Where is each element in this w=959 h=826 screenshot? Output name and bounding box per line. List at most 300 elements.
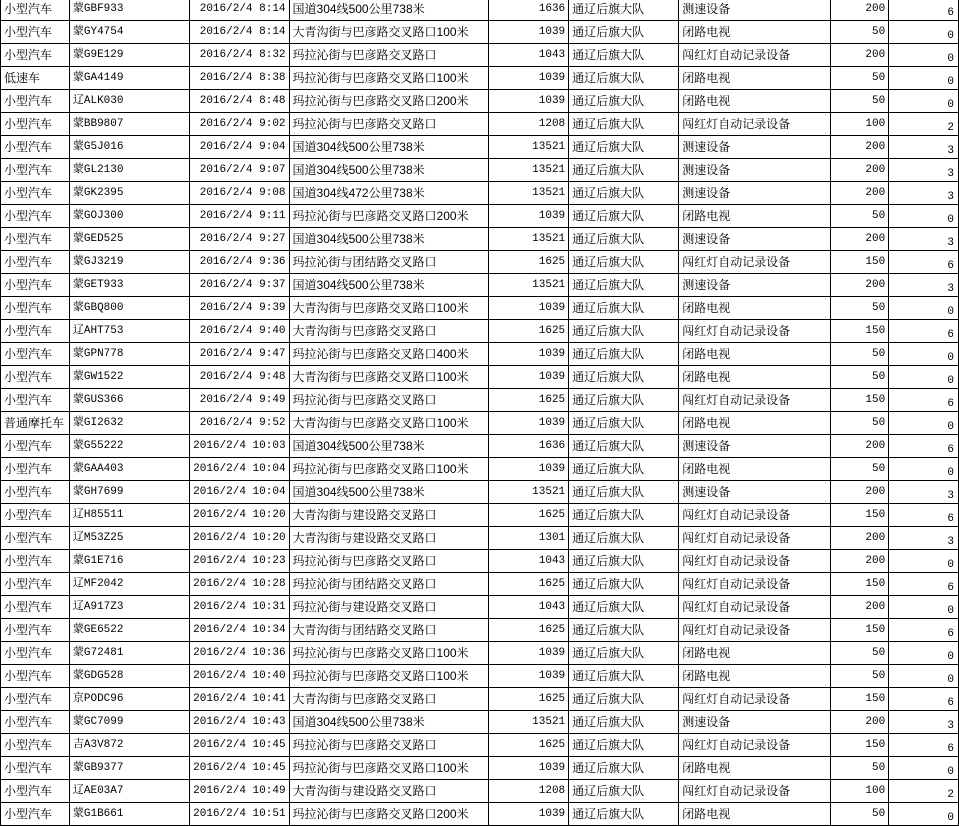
violation-code-cell[interactable]: 1039 (488, 90, 569, 113)
vehicle-type-cell[interactable]: 小型汽车 (1, 504, 70, 527)
fine-cell[interactable]: 50 (831, 297, 889, 320)
datetime-cell[interactable]: 2016/2/4 10:20 (190, 504, 289, 527)
department-cell[interactable]: 通辽后旗大队 (569, 550, 679, 573)
points-cell[interactable]: 2 (889, 780, 959, 803)
violation-code-cell[interactable]: 1625 (488, 734, 569, 757)
vehicle-type-cell[interactable]: 低速车 (1, 67, 70, 90)
violation-code-cell[interactable]: 1208 (488, 113, 569, 136)
plate-number-cell[interactable]: 蒙G72481 (69, 642, 189, 665)
datetime-cell[interactable]: 2016/2/4 9:52 (190, 412, 289, 435)
datetime-cell[interactable]: 2016/2/4 8:14 (190, 21, 289, 44)
plate-number-cell[interactable]: 蒙GDG528 (69, 665, 189, 688)
plate-number-cell[interactable]: 蒙GB9377 (69, 757, 189, 780)
device-cell[interactable]: 闯红灯自动记录设备 (679, 389, 831, 412)
fine-cell[interactable]: 150 (831, 619, 889, 642)
department-cell[interactable]: 通辽后旗大队 (569, 734, 679, 757)
department-cell[interactable]: 通辽后旗大队 (569, 527, 679, 550)
points-cell[interactable]: 6 (889, 389, 959, 412)
location-cell[interactable]: 国道304线500公里738米 (289, 159, 488, 182)
vehicle-type-cell[interactable]: 小型汽车 (1, 711, 70, 734)
device-cell[interactable]: 闯红灯自动记录设备 (679, 596, 831, 619)
points-cell[interactable]: 3 (889, 711, 959, 734)
violation-code-cell[interactable]: 13521 (488, 711, 569, 734)
violation-code-cell[interactable]: 1039 (488, 366, 569, 389)
department-cell[interactable]: 通辽后旗大队 (569, 504, 679, 527)
plate-number-cell[interactable]: 辽H85511 (69, 504, 189, 527)
points-cell[interactable]: 3 (889, 159, 959, 182)
datetime-cell[interactable]: 2016/2/4 8:48 (190, 90, 289, 113)
location-cell[interactable]: 玛拉沁街与巴彦路交叉路口 (289, 113, 488, 136)
location-cell[interactable]: 大青沟街与团结路交叉路口 (289, 619, 488, 642)
plate-number-cell[interactable]: 蒙GY4754 (69, 21, 189, 44)
points-cell[interactable]: 0 (889, 412, 959, 435)
device-cell[interactable]: 闯红灯自动记录设备 (679, 619, 831, 642)
location-cell[interactable]: 玛拉沁街与巴彦路交叉路口 (289, 550, 488, 573)
fine-cell[interactable]: 200 (831, 136, 889, 159)
fine-cell[interactable]: 150 (831, 504, 889, 527)
department-cell[interactable]: 通辽后旗大队 (569, 412, 679, 435)
datetime-cell[interactable]: 2016/2/4 10:45 (190, 757, 289, 780)
plate-number-cell[interactable]: 蒙GOJ300 (69, 205, 189, 228)
vehicle-type-cell[interactable]: 小型汽车 (1, 803, 70, 826)
department-cell[interactable]: 通辽后旗大队 (569, 251, 679, 274)
device-cell[interactable]: 测速设备 (679, 274, 831, 297)
datetime-cell[interactable]: 2016/2/4 10:40 (190, 665, 289, 688)
device-cell[interactable]: 闭路电视 (679, 803, 831, 826)
plate-number-cell[interactable]: 辽MF2042 (69, 573, 189, 596)
points-cell[interactable]: 3 (889, 136, 959, 159)
datetime-cell[interactable]: 2016/2/4 8:38 (190, 67, 289, 90)
fine-cell[interactable]: 50 (831, 757, 889, 780)
fine-cell[interactable]: 50 (831, 67, 889, 90)
location-cell[interactable]: 国道304线500公里738米 (289, 274, 488, 297)
fine-cell[interactable]: 50 (831, 458, 889, 481)
fine-cell[interactable]: 200 (831, 182, 889, 205)
violation-code-cell[interactable]: 1039 (488, 297, 569, 320)
location-cell[interactable]: 玛拉沁街与巴彦路交叉路口100米 (289, 458, 488, 481)
datetime-cell[interactable]: 2016/2/4 9:49 (190, 389, 289, 412)
device-cell[interactable]: 闯红灯自动记录设备 (679, 734, 831, 757)
points-cell[interactable]: 3 (889, 182, 959, 205)
datetime-cell[interactable]: 2016/2/4 9:11 (190, 205, 289, 228)
department-cell[interactable]: 通辽后旗大队 (569, 435, 679, 458)
location-cell[interactable]: 大青沟街与巴彦路交叉路口100米 (289, 297, 488, 320)
plate-number-cell[interactable]: 辽M53Z25 (69, 527, 189, 550)
department-cell[interactable]: 通辽后旗大队 (569, 159, 679, 182)
device-cell[interactable]: 测速设备 (679, 159, 831, 182)
plate-number-cell[interactable]: 蒙GAA403 (69, 458, 189, 481)
violation-code-cell[interactable]: 13521 (488, 136, 569, 159)
device-cell[interactable]: 闯红灯自动记录设备 (679, 44, 831, 67)
device-cell[interactable]: 测速设备 (679, 182, 831, 205)
location-cell[interactable]: 大青沟街与巴彦路交叉路口 (289, 688, 488, 711)
device-cell[interactable]: 闯红灯自动记录设备 (679, 550, 831, 573)
location-cell[interactable]: 国道304线472公里738米 (289, 182, 488, 205)
violation-code-cell[interactable]: 1039 (488, 205, 569, 228)
violation-code-cell[interactable]: 1625 (488, 688, 569, 711)
vehicle-type-cell[interactable]: 小型汽车 (1, 389, 70, 412)
violation-code-cell[interactable]: 1625 (488, 573, 569, 596)
plate-number-cell[interactable]: 蒙GUS366 (69, 389, 189, 412)
device-cell[interactable]: 闭路电视 (679, 205, 831, 228)
points-cell[interactable]: 6 (889, 251, 959, 274)
violation-code-cell[interactable]: 1039 (488, 67, 569, 90)
datetime-cell[interactable]: 2016/2/4 9:02 (190, 113, 289, 136)
location-cell[interactable]: 大青沟街与建设路交叉路口 (289, 504, 488, 527)
department-cell[interactable]: 通辽后旗大队 (569, 205, 679, 228)
points-cell[interactable]: 3 (889, 228, 959, 251)
points-cell[interactable]: 3 (889, 274, 959, 297)
fine-cell[interactable]: 150 (831, 389, 889, 412)
plate-number-cell[interactable]: 蒙GJ3219 (69, 251, 189, 274)
plate-number-cell[interactable]: 蒙GH7699 (69, 481, 189, 504)
vehicle-type-cell[interactable]: 小型汽车 (1, 642, 70, 665)
points-cell[interactable]: 0 (889, 458, 959, 481)
vehicle-type-cell[interactable]: 小型汽车 (1, 320, 70, 343)
datetime-cell[interactable]: 2016/2/4 9:39 (190, 297, 289, 320)
plate-number-cell[interactable]: 辽A917Z3 (69, 596, 189, 619)
plate-number-cell[interactable]: 蒙GPN778 (69, 343, 189, 366)
vehicle-type-cell[interactable]: 小型汽车 (1, 205, 70, 228)
plate-number-cell[interactable]: 蒙G9E129 (69, 44, 189, 67)
plate-number-cell[interactable]: 蒙GI2632 (69, 412, 189, 435)
vehicle-type-cell[interactable]: 小型汽车 (1, 780, 70, 803)
datetime-cell[interactable]: 2016/2/4 9:40 (190, 320, 289, 343)
points-cell[interactable]: 0 (889, 366, 959, 389)
location-cell[interactable]: 玛拉沁街与团结路交叉路口 (289, 251, 488, 274)
department-cell[interactable]: 通辽后旗大队 (569, 90, 679, 113)
datetime-cell[interactable]: 2016/2/4 10:34 (190, 619, 289, 642)
plate-number-cell[interactable]: 蒙G1E716 (69, 550, 189, 573)
vehicle-type-cell[interactable]: 小型汽车 (1, 343, 70, 366)
fine-cell[interactable]: 200 (831, 44, 889, 67)
points-cell[interactable]: 6 (889, 619, 959, 642)
datetime-cell[interactable]: 2016/2/4 9:37 (190, 274, 289, 297)
plate-number-cell[interactable]: 吉A3V872 (69, 734, 189, 757)
datetime-cell[interactable]: 2016/2/4 9:27 (190, 228, 289, 251)
violation-code-cell[interactable]: 1625 (488, 320, 569, 343)
fine-cell[interactable]: 50 (831, 90, 889, 113)
datetime-cell[interactable]: 2016/2/4 10:28 (190, 573, 289, 596)
violation-code-cell[interactable]: 1039 (488, 665, 569, 688)
violation-code-cell[interactable]: 13521 (488, 274, 569, 297)
device-cell[interactable]: 闯红灯自动记录设备 (679, 113, 831, 136)
department-cell[interactable]: 通辽后旗大队 (569, 44, 679, 67)
department-cell[interactable]: 通辽后旗大队 (569, 711, 679, 734)
violation-code-cell[interactable]: 1039 (488, 412, 569, 435)
datetime-cell[interactable]: 2016/2/4 10:36 (190, 642, 289, 665)
points-cell[interactable]: 0 (889, 67, 959, 90)
points-cell[interactable]: 0 (889, 21, 959, 44)
department-cell[interactable]: 通辽后旗大队 (569, 803, 679, 826)
vehicle-type-cell[interactable]: 小型汽车 (1, 44, 70, 67)
datetime-cell[interactable]: 2016/2/4 10:41 (190, 688, 289, 711)
violation-code-cell[interactable]: 1208 (488, 780, 569, 803)
datetime-cell[interactable]: 2016/2/4 9:08 (190, 182, 289, 205)
fine-cell[interactable]: 200 (831, 481, 889, 504)
violation-code-cell[interactable]: 13521 (488, 182, 569, 205)
points-cell[interactable]: 6 (889, 734, 959, 757)
department-cell[interactable]: 通辽后旗大队 (569, 320, 679, 343)
fine-cell[interactable]: 50 (831, 205, 889, 228)
plate-number-cell[interactable]: 京PODC96 (69, 688, 189, 711)
plate-number-cell[interactable]: 蒙G1B661 (69, 803, 189, 826)
location-cell[interactable]: 玛拉沁街与巴彦路交叉路口 (289, 734, 488, 757)
location-cell[interactable]: 玛拉沁街与巴彦路交叉路口100米 (289, 67, 488, 90)
points-cell[interactable]: 2 (889, 113, 959, 136)
plate-number-cell[interactable]: 蒙GBQ800 (69, 297, 189, 320)
device-cell[interactable]: 测速设备 (679, 711, 831, 734)
vehicle-type-cell[interactable]: 小型汽车 (1, 0, 70, 21)
department-cell[interactable]: 通辽后旗大队 (569, 21, 679, 44)
department-cell[interactable]: 通辽后旗大队 (569, 642, 679, 665)
location-cell[interactable]: 玛拉沁街与建设路交叉路口 (289, 596, 488, 619)
plate-number-cell[interactable]: 蒙GE6522 (69, 619, 189, 642)
device-cell[interactable]: 测速设备 (679, 0, 831, 21)
department-cell[interactable]: 通辽后旗大队 (569, 113, 679, 136)
vehicle-type-cell[interactable]: 小型汽车 (1, 550, 70, 573)
violation-code-cell[interactable]: 1301 (488, 527, 569, 550)
datetime-cell[interactable]: 2016/2/4 8:32 (190, 44, 289, 67)
department-cell[interactable]: 通辽后旗大队 (569, 665, 679, 688)
vehicle-type-cell[interactable]: 小型汽车 (1, 113, 70, 136)
plate-number-cell[interactable]: 蒙G55222 (69, 435, 189, 458)
vehicle-type-cell[interactable]: 小型汽车 (1, 527, 70, 550)
vehicle-type-cell[interactable]: 普通摩托车 (1, 412, 70, 435)
location-cell[interactable]: 大青沟街与巴彦路交叉路口100米 (289, 21, 488, 44)
device-cell[interactable]: 闭路电视 (679, 458, 831, 481)
department-cell[interactable]: 通辽后旗大队 (569, 573, 679, 596)
vehicle-type-cell[interactable]: 小型汽车 (1, 757, 70, 780)
points-cell[interactable]: 3 (889, 481, 959, 504)
points-cell[interactable]: 6 (889, 435, 959, 458)
location-cell[interactable]: 玛拉沁街与巴彦路交叉路口 (289, 389, 488, 412)
department-cell[interactable]: 通辽后旗大队 (569, 389, 679, 412)
fine-cell[interactable]: 200 (831, 274, 889, 297)
plate-number-cell[interactable]: 蒙GA4149 (69, 67, 189, 90)
vehicle-type-cell[interactable]: 小型汽车 (1, 458, 70, 481)
vehicle-type-cell[interactable]: 小型汽车 (1, 573, 70, 596)
points-cell[interactable]: 6 (889, 573, 959, 596)
fine-cell[interactable]: 50 (831, 21, 889, 44)
points-cell[interactable]: 0 (889, 90, 959, 113)
fine-cell[interactable]: 200 (831, 159, 889, 182)
datetime-cell[interactable]: 2016/2/4 10:51 (190, 803, 289, 826)
location-cell[interactable]: 玛拉沁街与巴彦路交叉路口400米 (289, 343, 488, 366)
plate-number-cell[interactable]: 蒙GET933 (69, 274, 189, 297)
points-cell[interactable]: 6 (889, 504, 959, 527)
fine-cell[interactable]: 150 (831, 573, 889, 596)
device-cell[interactable]: 测速设备 (679, 228, 831, 251)
device-cell[interactable]: 闭路电视 (679, 757, 831, 780)
fine-cell[interactable]: 200 (831, 435, 889, 458)
device-cell[interactable]: 测速设备 (679, 136, 831, 159)
vehicle-type-cell[interactable]: 小型汽车 (1, 251, 70, 274)
points-cell[interactable]: 0 (889, 550, 959, 573)
points-cell[interactable]: 0 (889, 596, 959, 619)
points-cell[interactable]: 0 (889, 665, 959, 688)
violation-code-cell[interactable]: 13521 (488, 481, 569, 504)
datetime-cell[interactable]: 2016/2/4 10:43 (190, 711, 289, 734)
department-cell[interactable]: 通辽后旗大队 (569, 343, 679, 366)
vehicle-type-cell[interactable]: 小型汽车 (1, 366, 70, 389)
department-cell[interactable]: 通辽后旗大队 (569, 366, 679, 389)
vehicle-type-cell[interactable]: 小型汽车 (1, 481, 70, 504)
device-cell[interactable]: 闭路电视 (679, 21, 831, 44)
vehicle-type-cell[interactable]: 小型汽车 (1, 90, 70, 113)
datetime-cell[interactable]: 2016/2/4 9:07 (190, 159, 289, 182)
location-cell[interactable]: 大青沟街与巴彦路交叉路口100米 (289, 366, 488, 389)
vehicle-type-cell[interactable]: 小型汽车 (1, 435, 70, 458)
fine-cell[interactable]: 100 (831, 780, 889, 803)
device-cell[interactable]: 闭路电视 (679, 412, 831, 435)
vehicle-type-cell[interactable]: 小型汽车 (1, 136, 70, 159)
plate-number-cell[interactable]: 蒙GC7099 (69, 711, 189, 734)
fine-cell[interactable]: 50 (831, 412, 889, 435)
violation-code-cell[interactable]: 1039 (488, 642, 569, 665)
location-cell[interactable]: 大青沟街与建设路交叉路口 (289, 527, 488, 550)
vehicle-type-cell[interactable]: 小型汽车 (1, 182, 70, 205)
fine-cell[interactable]: 50 (831, 366, 889, 389)
points-cell[interactable]: 6 (889, 688, 959, 711)
violation-code-cell[interactable]: 1039 (488, 803, 569, 826)
violation-code-cell[interactable]: 1039 (488, 21, 569, 44)
device-cell[interactable]: 闭路电视 (679, 67, 831, 90)
violation-code-cell[interactable]: 1039 (488, 458, 569, 481)
fine-cell[interactable]: 150 (831, 688, 889, 711)
department-cell[interactable]: 通辽后旗大队 (569, 228, 679, 251)
violation-code-cell[interactable]: 1625 (488, 504, 569, 527)
device-cell[interactable]: 闭路电视 (679, 90, 831, 113)
location-cell[interactable]: 大青沟街与巴彦路交叉路口 (289, 320, 488, 343)
fine-cell[interactable]: 150 (831, 320, 889, 343)
location-cell[interactable]: 国道304线500公里738米 (289, 228, 488, 251)
datetime-cell[interactable]: 2016/2/4 10:20 (190, 527, 289, 550)
plate-number-cell[interactable]: 辽ALK030 (69, 90, 189, 113)
plate-number-cell[interactable]: 蒙GED525 (69, 228, 189, 251)
datetime-cell[interactable]: 2016/2/4 9:47 (190, 343, 289, 366)
department-cell[interactable]: 通辽后旗大队 (569, 481, 679, 504)
location-cell[interactable]: 玛拉沁街与巴彦路交叉路口200米 (289, 205, 488, 228)
device-cell[interactable]: 闯红灯自动记录设备 (679, 780, 831, 803)
device-cell[interactable]: 闯红灯自动记录设备 (679, 688, 831, 711)
vehicle-type-cell[interactable]: 小型汽车 (1, 297, 70, 320)
location-cell[interactable]: 国道304线500公里738米 (289, 435, 488, 458)
fine-cell[interactable]: 200 (831, 527, 889, 550)
datetime-cell[interactable]: 2016/2/4 10:49 (190, 780, 289, 803)
department-cell[interactable]: 通辽后旗大队 (569, 67, 679, 90)
department-cell[interactable]: 通辽后旗大队 (569, 688, 679, 711)
datetime-cell[interactable]: 2016/2/4 10:04 (190, 481, 289, 504)
fine-cell[interactable]: 200 (831, 711, 889, 734)
violation-code-cell[interactable]: 1625 (488, 389, 569, 412)
datetime-cell[interactable]: 2016/2/4 10:04 (190, 458, 289, 481)
points-cell[interactable]: 0 (889, 757, 959, 780)
plate-number-cell[interactable]: 蒙GK2395 (69, 182, 189, 205)
plate-number-cell[interactable]: 蒙GL2130 (69, 159, 189, 182)
violation-code-cell[interactable]: 1636 (488, 435, 569, 458)
device-cell[interactable]: 测速设备 (679, 435, 831, 458)
violation-code-cell[interactable]: 1039 (488, 343, 569, 366)
department-cell[interactable]: 通辽后旗大队 (569, 458, 679, 481)
location-cell[interactable]: 玛拉沁街与巴彦路交叉路口200米 (289, 90, 488, 113)
location-cell[interactable]: 玛拉沁街与巴彦路交叉路口100米 (289, 665, 488, 688)
department-cell[interactable]: 通辽后旗大队 (569, 136, 679, 159)
datetime-cell[interactable]: 2016/2/4 9:04 (190, 136, 289, 159)
fine-cell[interactable]: 50 (831, 803, 889, 826)
points-cell[interactable]: 6 (889, 320, 959, 343)
datetime-cell[interactable]: 2016/2/4 10:45 (190, 734, 289, 757)
datetime-cell[interactable]: 2016/2/4 8:14 (190, 0, 289, 21)
location-cell[interactable]: 大青沟街与建设路交叉路口 (289, 780, 488, 803)
points-cell[interactable]: 0 (889, 205, 959, 228)
points-cell[interactable]: 0 (889, 297, 959, 320)
points-cell[interactable]: 0 (889, 642, 959, 665)
department-cell[interactable]: 通辽后旗大队 (569, 619, 679, 642)
points-cell[interactable]: 0 (889, 343, 959, 366)
datetime-cell[interactable]: 2016/2/4 9:36 (190, 251, 289, 274)
fine-cell[interactable]: 200 (831, 228, 889, 251)
vehicle-type-cell[interactable]: 小型汽车 (1, 228, 70, 251)
fine-cell[interactable]: 200 (831, 550, 889, 573)
violation-code-cell[interactable]: 1625 (488, 619, 569, 642)
location-cell[interactable]: 大青沟街与巴彦路交叉路口100米 (289, 412, 488, 435)
location-cell[interactable]: 国道304线500公里738米 (289, 481, 488, 504)
vehicle-type-cell[interactable]: 小型汽车 (1, 274, 70, 297)
device-cell[interactable]: 闯红灯自动记录设备 (679, 527, 831, 550)
plate-number-cell[interactable]: 蒙BB9807 (69, 113, 189, 136)
violation-code-cell[interactable]: 1043 (488, 596, 569, 619)
fine-cell[interactable]: 50 (831, 343, 889, 366)
points-cell[interactable]: 3 (889, 527, 959, 550)
location-cell[interactable]: 国道304线500公里738米 (289, 136, 488, 159)
location-cell[interactable]: 玛拉沁街与团结路交叉路口 (289, 573, 488, 596)
plate-number-cell[interactable]: 辽AE03A7 (69, 780, 189, 803)
device-cell[interactable]: 闭路电视 (679, 343, 831, 366)
plate-number-cell[interactable]: 蒙GW1522 (69, 366, 189, 389)
department-cell[interactable]: 通辽后旗大队 (569, 182, 679, 205)
device-cell[interactable]: 闭路电视 (679, 297, 831, 320)
department-cell[interactable]: 通辽后旗大队 (569, 757, 679, 780)
plate-number-cell[interactable]: 蒙GBF933 (69, 0, 189, 21)
vehicle-type-cell[interactable]: 小型汽车 (1, 596, 70, 619)
device-cell[interactable]: 闯红灯自动记录设备 (679, 504, 831, 527)
location-cell[interactable]: 国道304线500公里738米 (289, 0, 488, 21)
vehicle-type-cell[interactable]: 小型汽车 (1, 21, 70, 44)
fine-cell[interactable]: 200 (831, 0, 889, 21)
fine-cell[interactable]: 150 (831, 734, 889, 757)
fine-cell[interactable]: 50 (831, 665, 889, 688)
department-cell[interactable]: 通辽后旗大队 (569, 297, 679, 320)
datetime-cell[interactable]: 2016/2/4 9:48 (190, 366, 289, 389)
fine-cell[interactable]: 50 (831, 642, 889, 665)
points-cell[interactable]: 0 (889, 803, 959, 826)
device-cell[interactable]: 闭路电视 (679, 642, 831, 665)
vehicle-type-cell[interactable]: 小型汽车 (1, 688, 70, 711)
device-cell[interactable]: 测速设备 (679, 481, 831, 504)
department-cell[interactable]: 通辽后旗大队 (569, 0, 679, 21)
violation-code-cell[interactable]: 13521 (488, 159, 569, 182)
plate-number-cell[interactable]: 辽AHT753 (69, 320, 189, 343)
points-cell[interactable]: 6 (889, 0, 959, 21)
location-cell[interactable]: 国道304线500公里738米 (289, 711, 488, 734)
department-cell[interactable]: 通辽后旗大队 (569, 596, 679, 619)
department-cell[interactable]: 通辽后旗大队 (569, 780, 679, 803)
violation-code-cell[interactable]: 1625 (488, 251, 569, 274)
vehicle-type-cell[interactable]: 小型汽车 (1, 734, 70, 757)
fine-cell[interactable]: 150 (831, 251, 889, 274)
plate-number-cell[interactable]: 蒙G5J016 (69, 136, 189, 159)
